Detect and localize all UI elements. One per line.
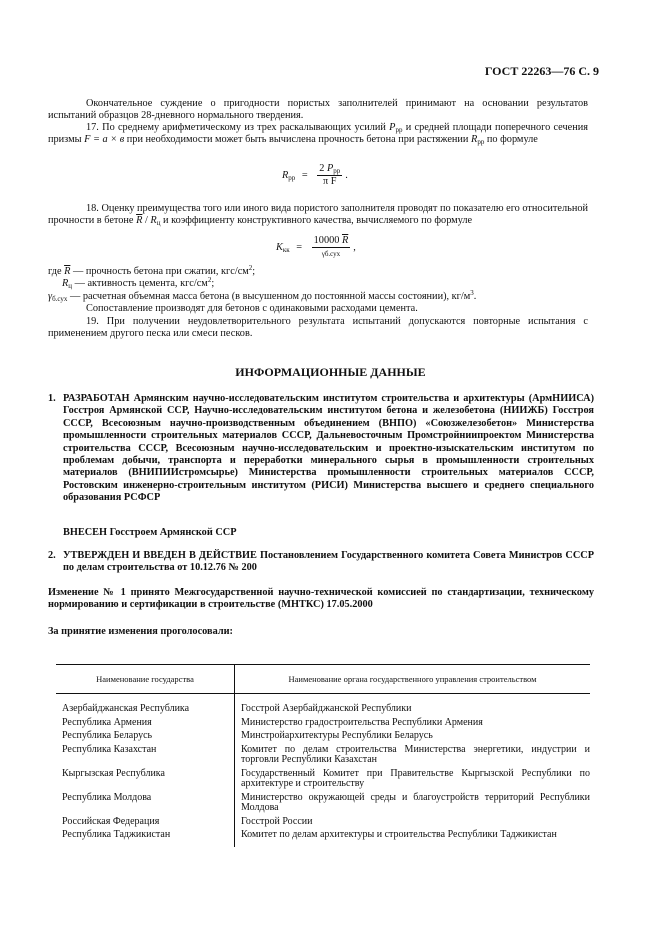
info-data-title: ИНФОРМАЦИОННЫЕ ДАННЫЕ xyxy=(235,365,426,379)
column-header-state: Наименование государства xyxy=(56,665,235,694)
where-line-3: $\gamma_{б.сух}$ — расчетная объемная масса бетона (в высушенном до постоянной массы состоянии), $кг/м^3$. xyxy=(48,289,477,303)
where-line-1: где $\overline{R}$ — прочность бетона при сжатии, кгс/$см^2$; xyxy=(48,264,256,277)
table-row xyxy=(56,817,590,831)
introduced-by: ВНЕСЕН Госстроем Армянской ССР xyxy=(63,527,237,538)
column-header-authority: Наименование органа государственного управления строительством xyxy=(235,665,591,694)
info-item-developed: 1. РАЗРАБОТАН Армянским научно-исследовательским институтом строительства и архитектуры (АрмНИИСА) Госстроя Армянской ССР, Научно-исследовательским институтом бетона и железобетона (НИИЖБ) Госстроя СССР, Всесоюзным научно-производственным объединением (ВНПО) «Союзжелезобетон» Министерства промышленности строительных материалов СССР, Дальневосточным Промстройниипроектом Министерства строительства СССР, Всесоюзным научно-исследовательским и проектно-изыскательским институтом по проблемам добычи, транспорта и переработки минерального сырья в промышленности строительных материалов (ВНИПИИстромсырье) Министерства промышленности строительных материалов СССР, Ростовским инженерно-строительным институтом (РИСИ) Министерства высшего и среднего специального образования РСФСР xyxy=(48,393,594,504)
state-cell: Республика Казахстан xyxy=(56,745,235,769)
info-item-approved: 2. УТВЕРЖДЕН И ВВЕДЕН В ДЕЙСТВИЕ Постановлением Государственного комитета Совета Министров СССР по делам строительства от 10.12.76 № 200 xyxy=(48,550,594,574)
where-line-2: $R_ц$ — активность цемента, кгс/$см^2$; xyxy=(62,276,215,290)
comparison-note: Сопоставление производят для бетонов с одинаковыми расходами цемента. xyxy=(86,303,418,314)
formula-fraction-2: $\frac{10000 \overline{R}}{\text{γб.сух}}$ xyxy=(313,235,349,258)
voting-table xyxy=(56,664,590,847)
page-header: ГОСТ 22263—76 С. 9 xyxy=(484,64,599,78)
authority-cell: Комитет по делам архитектуры и строительства Республики Таджикистан xyxy=(241,829,557,841)
state-cell: Республика Молдова xyxy=(56,793,235,817)
authority-cell: Государственный Комитет при Правительстве Кыргызской Республики по архитектуре и строительству xyxy=(241,767,590,790)
table-row xyxy=(56,830,590,847)
authority-cell: Госстрой Азербайджанской Республики xyxy=(241,703,412,715)
state-cell: Республика Армения xyxy=(56,718,235,732)
authority-cell: Министерство окружающей среды и благоустройств территорий Республики Молдова xyxy=(241,791,590,814)
formula-quality-coefficient: $K_{кк}$ = $\frac{10000 \overline{R}}{\text{γб.сух}}$ , xyxy=(276,235,356,258)
table-row xyxy=(56,745,590,769)
authority-cell: Минстройархитектуры Республики Беларусь xyxy=(241,730,433,742)
state-cell: Республика Беларусь xyxy=(56,731,235,745)
authority-cell: Министерство градостроительства Республики Армения xyxy=(241,716,483,728)
voted-heading: За принятие изменения проголосовали: xyxy=(48,626,233,637)
final-judgement-paragraph: Окончательное суждение о пригодности пористых заполнителей принимают на основании результатов испытаний образцов 28-дневного нормального твердения. xyxy=(48,98,588,122)
change-note: Изменение № 1 принято Межгосударственной научно-технической комиссией по стандартизации, техническому нормированию и сертификации в строительстве (МНТКС) 17.05.2000 xyxy=(48,587,594,611)
state-cell: Российская Федерация xyxy=(56,817,235,831)
clause-17-paragraph: 17. По среднему арифметическому из трех раскалывающих усилий $P_{рр}$ и средней площади поперечного сечения призмы F = a × в при необходимости может быть вычислена прочность бетона при растяжении $R_{рр}$ по формуле xyxy=(48,122,588,147)
state-cell: Азербайджанская Республика xyxy=(56,694,235,718)
table-row xyxy=(56,769,590,793)
authority-cell: Госстрой России xyxy=(241,815,313,827)
table-row xyxy=(56,793,590,817)
clause-19-paragraph: 19. При получении неудовлетворительного результата испытаний допускаются повторные испытания с применением другого песка или смеси песков. xyxy=(48,316,588,340)
table-row xyxy=(56,731,590,745)
table-header-row xyxy=(56,665,590,694)
clause-18-paragraph: 18. Оценку преимущества того или иного вида пористого заполнителя проводят по показателю его относительной прочности в бетоне $\overline{R} / R_ц$ и коэффициенту конструктивного качества, вычисляемого по формуле xyxy=(48,203,588,228)
authority-cell: Комитет по делам строительства Министерства энергетики, индустрии и торговли Республики Казахстан xyxy=(241,743,590,766)
state-cell: Кыргызская Республика xyxy=(56,769,235,793)
state-cell: Республика Таджикистан xyxy=(56,830,235,847)
table-row xyxy=(56,694,590,718)
formula-tensile-strength: $R_{рр}$ = $\frac{2 P_{рр}}{\text{π F}}$ . xyxy=(282,163,348,187)
table-row xyxy=(56,718,590,732)
formula-fraction: $\frac{2 P_{рр}}{\text{π F}}$ xyxy=(319,163,341,187)
